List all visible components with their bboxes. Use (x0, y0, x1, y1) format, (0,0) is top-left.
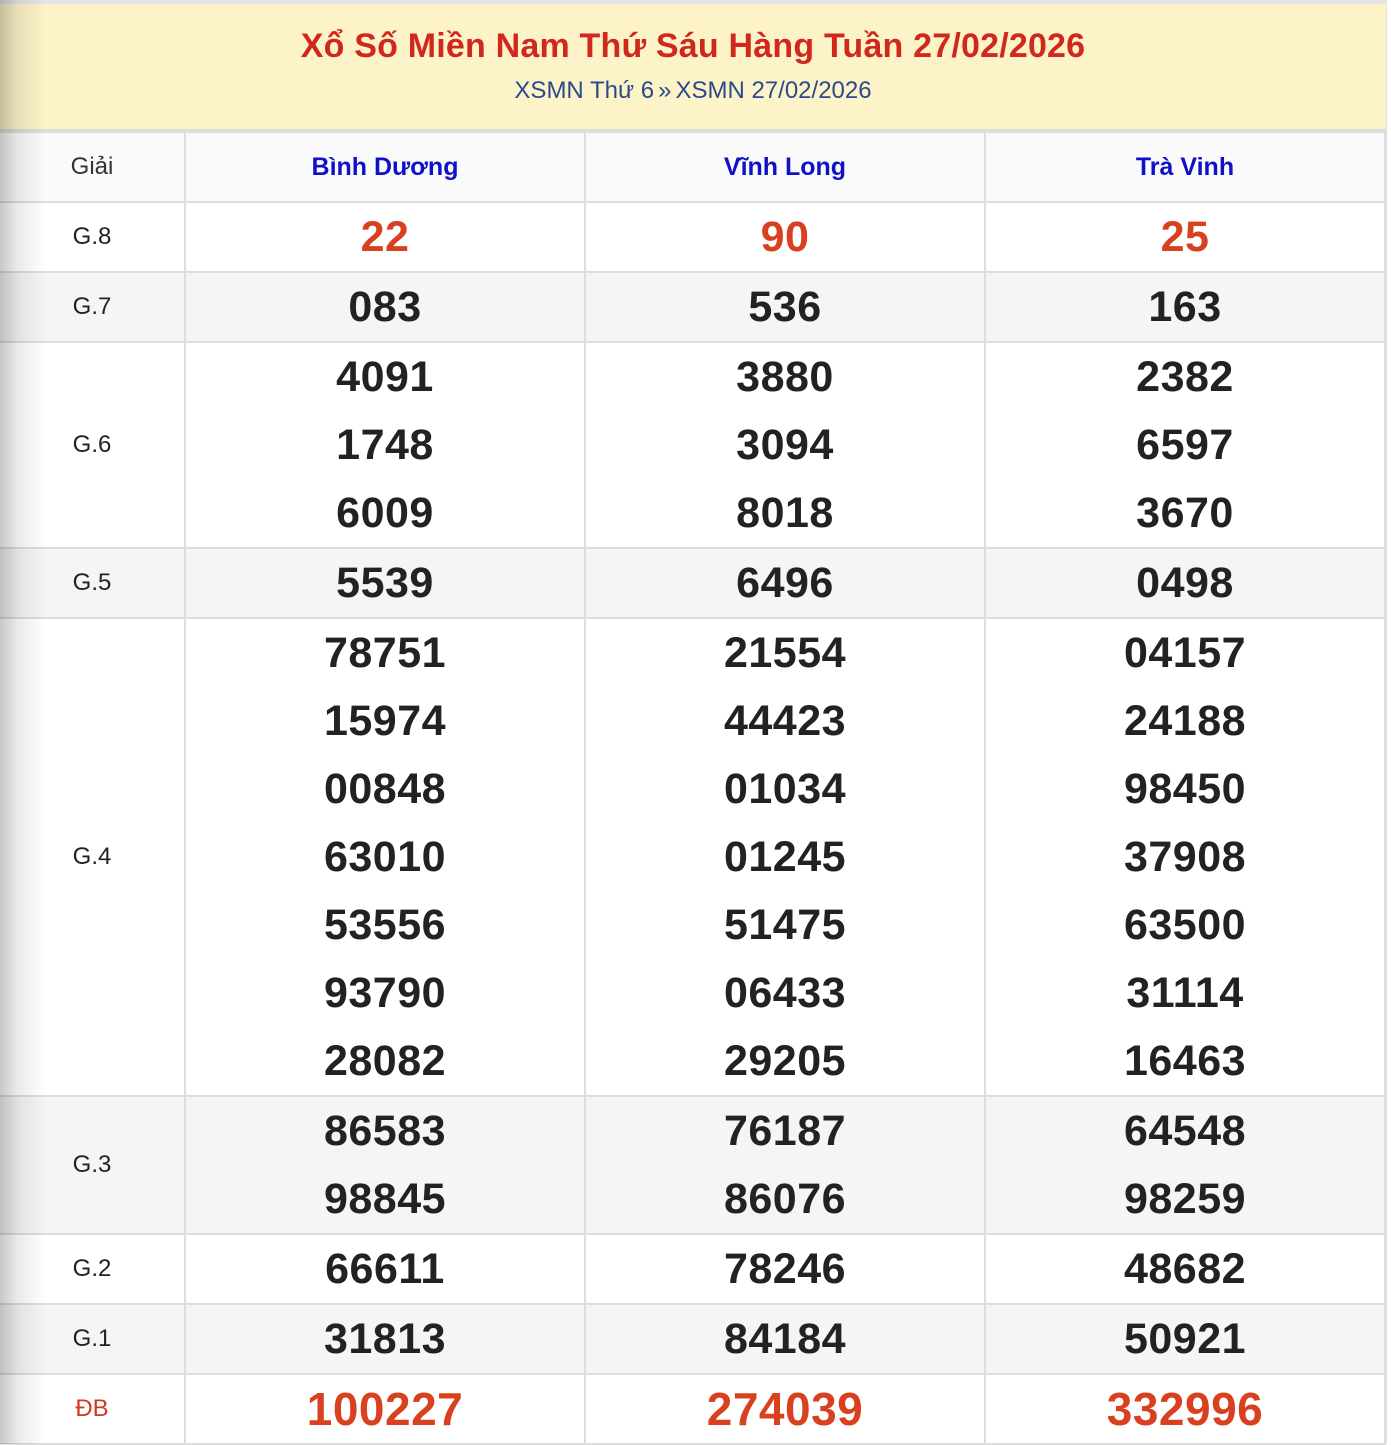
breadcrumb-separator: » (658, 77, 672, 104)
column-header-province (585, 132, 985, 202)
result-number: 21554 (723, 629, 847, 677)
results-body (0, 202, 1385, 1444)
prize-label: G.4 (0, 618, 185, 1096)
result-number: 3880 (736, 353, 834, 401)
result-cell (985, 1234, 1385, 1304)
result-cell (985, 1304, 1385, 1374)
results-table (0, 131, 1386, 1445)
result-cell (185, 202, 585, 272)
result-number: 98450 (1123, 765, 1247, 813)
result-number: 25 (1160, 213, 1210, 261)
result-number: 28082 (323, 1037, 447, 1085)
special-prize-number: 332996 (1106, 1383, 1264, 1435)
result-cell (585, 1234, 985, 1304)
result-cell (985, 202, 1385, 272)
result-number: 6496 (736, 559, 834, 607)
breadcrumb-link-xsmn-thu-6[interactable]: XSMN Thứ 6 (514, 77, 655, 104)
result-number: 8018 (736, 489, 834, 537)
breadcrumb (0, 76, 1386, 106)
result-number: 90 (760, 213, 810, 261)
prize-row-g4 (0, 618, 1385, 1096)
result-cell (985, 1374, 1385, 1444)
prize-label-special: ĐB (0, 1374, 185, 1444)
column-header-province (185, 132, 585, 202)
result-number: 78246 (723, 1245, 847, 1293)
result-number: 86583 (323, 1107, 447, 1155)
result-number: 29205 (723, 1037, 847, 1085)
result-number: 536 (748, 283, 822, 331)
prize-row-g5 (0, 548, 1385, 618)
result-number: 63500 (1123, 901, 1247, 949)
result-number: 98845 (323, 1175, 447, 1223)
result-number: 1748 (336, 421, 434, 469)
column-header-prize: Giải (0, 132, 185, 202)
result-number: 64548 (1123, 1107, 1247, 1155)
result-number: 04157 (1123, 629, 1247, 677)
result-cell (185, 272, 585, 342)
result-number: 84184 (723, 1315, 847, 1363)
prize-row-g8 (0, 202, 1385, 272)
result-number: 63010 (323, 833, 447, 881)
result-cell (585, 1096, 985, 1234)
result-cell (185, 548, 585, 618)
result-cell (585, 1374, 985, 1444)
result-number: 15974 (323, 697, 447, 745)
result-number: 2382 (1136, 353, 1234, 401)
prize-row-g7 (0, 272, 1385, 342)
special-prize-number: 100227 (306, 1383, 464, 1435)
prize-row-special (0, 1374, 1385, 1444)
result-number: 78751 (323, 629, 447, 677)
result-cell (185, 1234, 585, 1304)
result-number: 76187 (723, 1107, 847, 1155)
result-cell (985, 548, 1385, 618)
page-title: Xổ Số Miền Nam Thứ Sáu Hàng Tuần 27/02/2026 (300, 27, 1086, 65)
prize-label: G.5 (0, 548, 185, 618)
prize-row-g1 (0, 1304, 1385, 1374)
prize-label: G.7 (0, 272, 185, 342)
result-number: 44423 (723, 697, 847, 745)
result-number: 6597 (1136, 421, 1234, 469)
result-cell (585, 342, 985, 548)
result-number: 86076 (723, 1175, 847, 1223)
province-link-binh-duong[interactable]: Bình Dương (311, 152, 459, 181)
result-cell (185, 1096, 585, 1234)
result-cell (985, 1096, 1385, 1234)
result-number: 5539 (336, 559, 434, 607)
result-cell (185, 1374, 585, 1444)
prize-label: G.3 (0, 1096, 185, 1234)
result-cell (585, 272, 985, 342)
result-number: 3094 (736, 421, 834, 469)
result-number: 53556 (323, 901, 447, 949)
result-number: 24188 (1123, 697, 1247, 745)
result-number: 66611 (325, 1245, 445, 1293)
column-header-province (985, 132, 1385, 202)
result-cell (585, 202, 985, 272)
prize-label: G.1 (0, 1304, 185, 1374)
result-number: 22 (360, 213, 410, 261)
result-number: 06433 (723, 969, 847, 1017)
result-number: 01034 (723, 765, 847, 813)
result-number: 48682 (1123, 1245, 1247, 1293)
result-number: 16463 (1123, 1037, 1247, 1085)
prize-label: G.6 (0, 342, 185, 548)
result-number: 93790 (323, 969, 447, 1017)
result-number: 50921 (1123, 1315, 1247, 1363)
result-cell (585, 1304, 985, 1374)
result-cell (585, 618, 985, 1096)
result-number: 163 (1148, 283, 1222, 331)
result-number: 00848 (323, 765, 447, 813)
result-cell (185, 342, 585, 548)
result-number: 37908 (1123, 833, 1247, 881)
results-header (0, 4, 1386, 131)
result-cell (985, 618, 1385, 1096)
result-cell (985, 342, 1385, 548)
special-prize-number: 274039 (706, 1383, 864, 1435)
province-link-vinh-long[interactable]: Vĩnh Long (723, 152, 847, 181)
prize-label: G.8 (0, 202, 185, 272)
result-number: 98259 (1123, 1175, 1247, 1223)
result-number: 3670 (1136, 489, 1234, 537)
result-cell (185, 618, 585, 1096)
result-cell (985, 272, 1385, 342)
result-number: 4091 (336, 353, 434, 401)
result-number: 31813 (323, 1315, 447, 1363)
result-number: 0498 (1136, 559, 1234, 607)
result-number: 6009 (336, 489, 434, 537)
table-header-row (0, 132, 1385, 202)
prize-row-g2 (0, 1234, 1385, 1304)
result-number: 01245 (723, 833, 847, 881)
prize-label: G.2 (0, 1234, 185, 1304)
result-number: 31114 (1126, 969, 1244, 1017)
prize-row-g3 (0, 1096, 1385, 1234)
result-cell (185, 1304, 585, 1374)
province-link-tra-vinh[interactable]: Trà Vinh (1135, 152, 1235, 181)
result-number: 51475 (723, 901, 847, 949)
result-cell (585, 548, 985, 618)
breadcrumb-link-xsmn-date[interactable]: XSMN 27/02/2026 (675, 77, 872, 104)
prize-row-g6 (0, 342, 1385, 548)
result-number: 083 (348, 283, 422, 331)
